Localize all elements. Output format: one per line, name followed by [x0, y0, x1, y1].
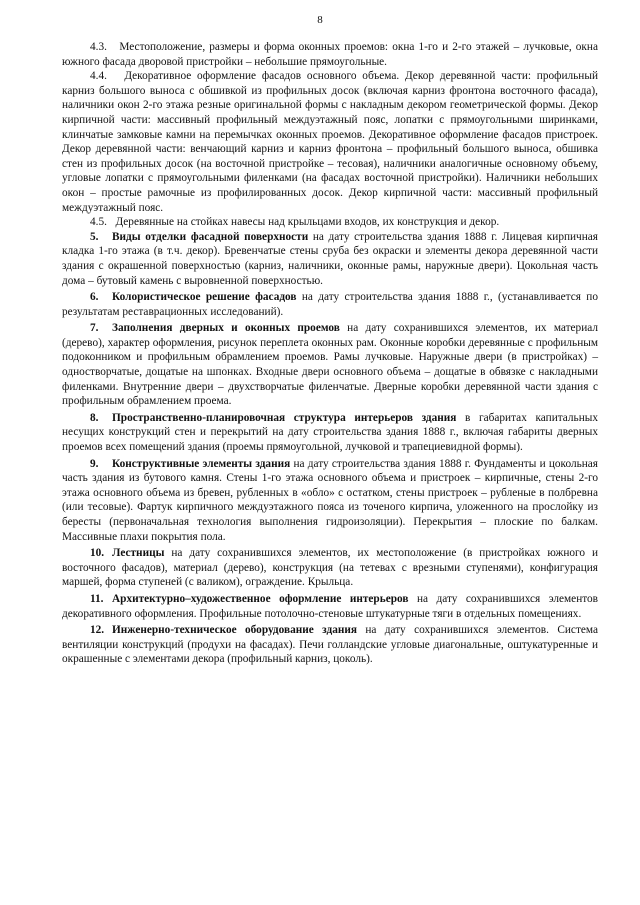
section-text: на дату сохранившихся элементов. Система вентиляции конструкций (продухи на фасадах). Печи голландские угловые диагональные, оштукатуренные и окрашенные с элементами декора (профильный карниз, цоколь). — [62, 624, 598, 666]
section-10 — [62, 546, 598, 590]
section-number: 7. — [90, 322, 99, 335]
section-text: на дату сохранившихся элементов декоративного оформления. Профильные потолочно-стеновые штукатурные тяги в отдельных помещениях. — [62, 592, 599, 620]
section-11 — [62, 592, 598, 621]
section-title: Виды отделки фасадной поверхности — [112, 230, 309, 243]
section-title: Архитектурно–художественное оформление интерьеров — [112, 592, 409, 605]
subsection-text: Декоративное оформление фасадов основного объема. Декор деревянной части: профильный карниз большого выноса с обшивкой из профильных досок (включая карниз фронтона восточного фасада), наличники окон 2-го этажа резные оригинальной формы с накладным декором геометрической формы. Декор кирпичной части: массивный профильный междуэтажный пояс, лопатки с прямоугольными ширинками, клинчатые замковые камни на перемычках оконных проемов. Декоративное оформление фасадов пристроек. Декор деревянной части: венчающий карниз и карниз фронтона – профильный большого выноса, обшивка стен из профильных досок (на восточной пристройке – тесовая), наличники аналогичные основному объему, угловые лопатки с прямоугольными филенками (на фасадах восточной пристройки). Наличники небольших окон – простые рамочные из профилированных досок. Декор кирпичной части: массивный профильный междуэтажный пояс. — [62, 70, 598, 214]
section-title: Конструктивные элементы здания — [112, 457, 291, 470]
subsection-4-5 — [62, 215, 598, 230]
section-9 — [62, 457, 598, 545]
section-number: 11. — [90, 592, 104, 605]
section-text: на дату строительства здания 1888 г. Фундаменты и цокольная часть здания из бутового камня. Стены 1-го этажа основного объема и пристроек – кирпичные, стены 2-го этажа основного объема из бревен, рубленных в «обло» с остатком, стены пристроек – рубленые в полбревна (или тесовые). Фартук кирпичного междуэтажного пояса из точеного кирпича, уложенного на прослойку из бересты (первоначальная технология выполнения гидроизоляции). Перекрытия – плоские по балкам. Массивные плахи покрытия пола. — [62, 457, 599, 543]
section-5 — [62, 230, 598, 288]
section-number: 12. — [90, 624, 105, 637]
section-text: на дату сохранившихся элементов, их материал (дерево), характер оформления, рисунок переплета оконных рам. Оконные коробки деревянные с профильным подоконником и профильным обрамлением проемов. Рамы лучковые. Наружные двери (в пристройках) – одностворчатые, дощатые на шпонках. Входные двери основного объема – дощатые в обвязке с накладными филенками. Внутренние двери – двухстворчатые филенчатые. Дверные коробки деревянной части здания с профильным обрамлением проема. — [62, 322, 599, 408]
section-text: на дату строительства здания 1888 г. Лицевая кирпичная кладка 1-го этажа (в т.ч. декор). Бревенчатые стены сруба без окраски и элементы декора деревянной части здания с окрашенной поверхностью (карниз, наличники, оконные рамы, наружные двери). Цокольная часть дома – бутовый камень с выровненной поверхностью. — [62, 230, 598, 287]
section-title: Заполнения дверных и оконных проемов — [112, 322, 340, 335]
subsection-text: Деревянные на стойках навесы над крыльцами входов, их конструкция и декор. — [115, 216, 500, 229]
section-12 — [62, 623, 598, 667]
subsection-4-4 — [62, 69, 598, 215]
section-title: Колористическое решение фасадов — [112, 291, 297, 304]
subsection-text: Местоположение, размеры и форма оконных проемов: окна 1-го и 2-го этажей – лучковые, окна южного фасада дворовой пристройки – небольшие прямоугольные. — [62, 41, 598, 68]
section-8 — [62, 411, 598, 455]
section-title: Лестницы — [112, 547, 165, 560]
section-text: в габаритах капитальных несущих конструкций стен и перекрытий на дату строительства здания 1888 г., включая габариты дверных проемов всех помещений здания (проемы прямоугольной, лучковой и трапециевидной формы). — [62, 411, 598, 454]
section-number: 6. — [90, 291, 99, 304]
page-number: 8 — [317, 14, 323, 26]
section-number: 9. — [90, 457, 99, 470]
section-title: Пространственно-планировочная структура интерьеров здания — [112, 411, 457, 424]
section-number: 10. — [90, 547, 105, 560]
section-text: на дату строительства здания 1888 г., (устанавливается по результатам реставрационных исследований). — [62, 291, 598, 318]
section-7 — [62, 321, 598, 409]
subsection-number: 4.4. — [90, 70, 107, 83]
section-number: 8. — [90, 411, 99, 424]
subsection-4-3 — [62, 40, 598, 69]
subsection-number: 4.5. — [90, 216, 107, 229]
section-number: 5. — [90, 230, 99, 243]
document-body — [62, 40, 598, 669]
section-title: Инженерно-техническое оборудование здания — [112, 624, 357, 637]
section-6 — [62, 290, 598, 319]
section-text: на дату сохранившихся элементов, их местоположение (в пристройках южного и восточного фасадов), материал (дерево), конструкция (на тетевах с врезными ступенями), конфигурация маршей, форма ступеней (с валиком), ограждение. Крыльца. — [62, 547, 598, 589]
subsection-number: 4.3. — [90, 41, 107, 53]
